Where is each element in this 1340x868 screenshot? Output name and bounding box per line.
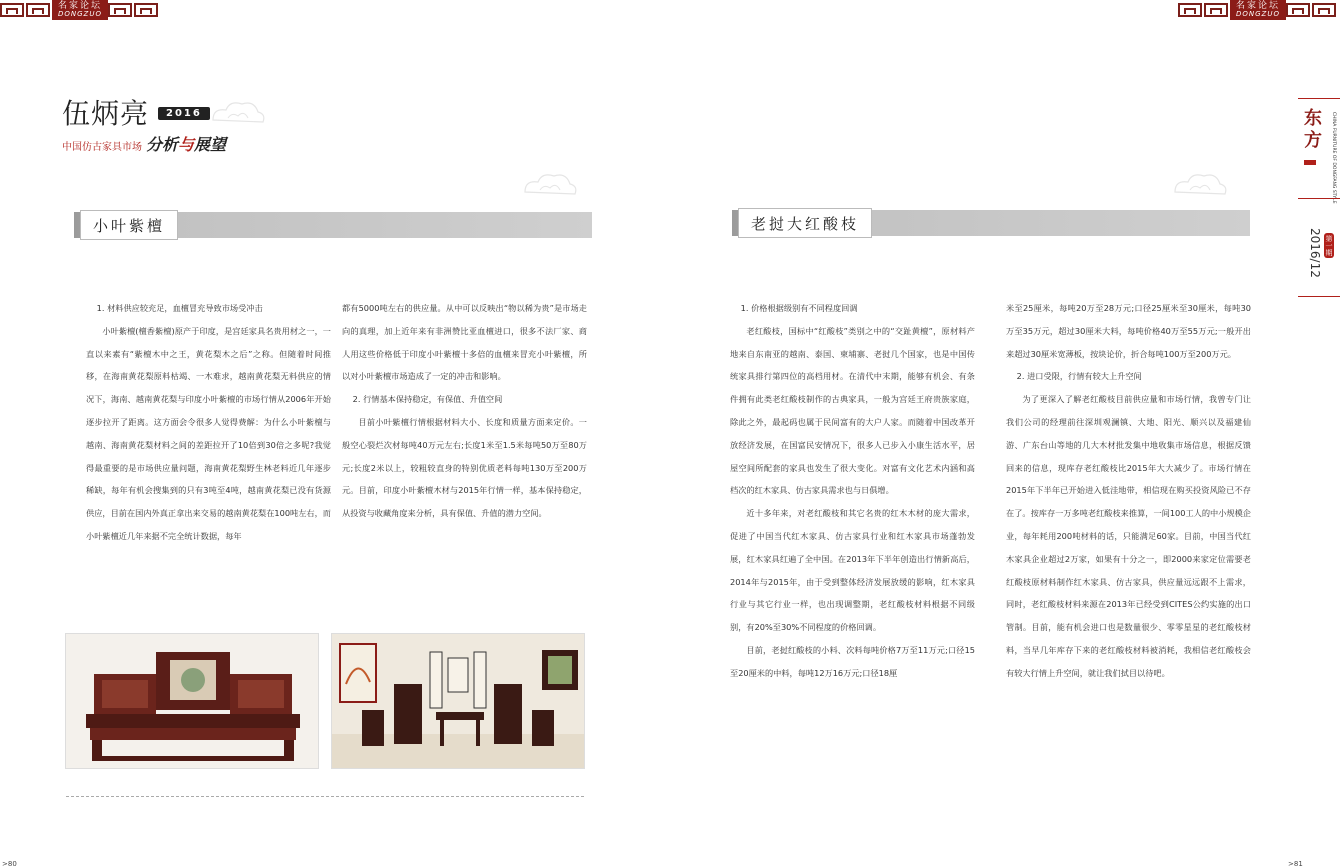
fret-icon: [1178, 3, 1202, 17]
sofa-illustration: [66, 634, 319, 769]
cloud-ornament-icon: [1170, 170, 1230, 200]
photo-rosewood-sofa: [65, 633, 319, 769]
page-number: >81: [1288, 860, 1303, 868]
title-part-yu: 与: [178, 135, 195, 154]
badge-en: DONGZUO: [1236, 10, 1280, 18]
photo-furniture-room: [331, 633, 585, 769]
paragraph: 目前小叶紫檀行情根据材料大小、长度和质量方面来定价。一般空心裂烂次材每吨40万元左右;长度1米至1.5米每吨50万至80万元;长度2米以上，较粗较直身的特别优质老料每吨130万至200万元。目前，印度小叶紫檀木材与2015年行情一样，基本保持稳定，从投资与收藏角度来分析，具有保值、升值的潜力空间。: [342, 416, 587, 519]
tab-rule-bottom: [1298, 296, 1340, 297]
text-column-1: [86, 297, 331, 548]
subheading: 1. 价格根据级别有不同程度回调: [740, 303, 858, 313]
page-number: >80: [2, 860, 17, 868]
paragraph: 米至25厘米，每吨20万至28万元;口径25厘米至30厘米，每吨30万至35万元，超过30厘米大料，每吨价格40万至55万元;一般开出来超过30厘米宽薄板，按块论价，折合每吨100万至200万元。: [1006, 303, 1251, 359]
section-title: 老挝大红酸枝: [738, 208, 872, 238]
badge-en: DONGZUO: [58, 10, 102, 18]
column-badge: [1178, 0, 1338, 20]
issue-number: 第一期: [1325, 235, 1333, 256]
issue-date: 2016/12: [1308, 228, 1322, 278]
magazine-en-name: CHINA FURNITURE OF DONGFANG STYLE: [1331, 112, 1336, 204]
text-column-3: [730, 297, 975, 685]
cloud-ornament-icon: [520, 170, 580, 200]
column-badge-label: [52, 0, 108, 20]
fret-icon: [134, 3, 158, 17]
badge-cn: 名家论坛: [58, 1, 103, 11]
subheading: 2. 进口受限，行情有较大上升空间: [1016, 371, 1142, 382]
badge-cn: 名家论坛: [1236, 1, 1281, 11]
divider-dotted: [66, 796, 584, 797]
fret-icon: [1286, 3, 1310, 17]
right-page: [670, 0, 1340, 868]
title-part-a: 分析: [146, 135, 179, 154]
paragraph: 老红酸枝，国标中“红酸枝”类别之中的“交趾黄檀”，原材料产地来自东南亚的越南、泰国、柬埔寨、老挝几个国家，也是中国传统家具排行第四位的高档用材。在清代中末期，能够有机会、有条件拥有此类老红酸枝制作的古典家具，一般为宫廷王府贵族家庭，除此之外，最起码也属于民间富有的大户人家。而随着中国改革开放经济发展，在国富民安情况下，很多人已步入小康生活水平，居屋空间所配套的家具也发生了很大变化。对富有文化艺术内涵和高档次的红木家具、仿古家具需求也与日俱增。: [730, 325, 975, 496]
subheading: 1. 材料供应较充足，血檀冒充导致市场受冲击: [96, 303, 263, 313]
tab-rule-mid: [1298, 198, 1340, 199]
magazine-logo: 东方: [1304, 108, 1322, 151]
section-bar-xiaoye: [74, 212, 592, 238]
fret-icon: [0, 3, 24, 17]
seal-icon: [1304, 160, 1316, 165]
magazine-side-tab: [1298, 98, 1340, 298]
paragraph: 都有5000吨左右的供应量。从中可以反映出“物以稀为贵”是市场走向的真理，加上近年来有非洲赞比亚血檀进口，很多不法厂家、商人用这些价格低于印度小叶紫檀十多倍的血檀来冒充小叶紫檀，所以对小叶紫檀市场造成了一定的冲击和影响。: [342, 303, 587, 382]
column-badge: [0, 0, 160, 20]
subheading: 2. 行情基本保持稳定，有保值、升值空间: [352, 394, 503, 405]
room-illustration: [332, 634, 585, 769]
section-title: 小叶紫檀: [80, 210, 178, 240]
paragraph: 目前，老挝红酸枝的小料、次料每吨价格7万至11万元;口径15至20厘米的中料，每吨12万16万元;口径18厘: [730, 644, 975, 678]
year-tag: 2016: [158, 107, 210, 120]
author-name: 伍炳亮: [62, 97, 150, 130]
fret-icon: [1204, 3, 1228, 17]
fret-icon: [1312, 3, 1336, 17]
text-column-4: [1006, 297, 1251, 685]
market-label: 中国仿古家具市场: [62, 142, 142, 153]
cloud-ornament-icon: [208, 98, 268, 128]
title-part-b: 展望: [194, 135, 227, 154]
paragraph: 小叶紫檀(檀香紫檀)原产于印度，是宫廷家具名贵用材之一，一直以来素有“紫檀木中之王，黄花梨木之后”之称。但随着时间推移，在海南黄花梨原料枯竭、一木难求，越南黄花梨无料供应的情况下，海南、越南黄花梨与印度小叶紫檀的市场行情从2006年开始逐步拉开了距离。这方面会令很多人觉得费解：为什么小叶紫檀与越南、海南黄花梨材料之间的差距拉开了10倍到30倍之多呢?我觉得最重要的是市场供应量问题，海南黄花梨野生林老料近几年逐步稀缺，每年有机会搜集到的只有3吨至4吨，越南黄花梨已没有货源供应，目前在国内外真正拿出来交易的越南黄花梨在100吨左右，而小叶紫檀近几年来据不完全统计数据，每年: [86, 325, 331, 541]
column-badge-label: [1230, 0, 1286, 20]
tab-rule-top: [1298, 98, 1340, 99]
paragraph: 近十多年来，对老红酸枝和其它名贵的红木木材的庞大需求，促进了中国当代红木家具、仿古家具行业和红木家具市场蓬勃发展，红木家具红遍了全中国。在2013年下半年创造出行情新高后，2014年与2015年，由于受到整体经济发展放缓的影响，红木家具行业与其它行业一样，也出现调整期，老红酸枝材料根据不同级别，有20%至30%不同程度的价格回调。: [730, 508, 975, 633]
section-bar-laowo: [732, 210, 1250, 236]
article-title: [146, 132, 226, 155]
article-subtitle: [62, 132, 302, 155]
fret-icon: [26, 3, 50, 17]
text-column-2: [342, 297, 587, 525]
paragraph: 为了更深入了解老红酸枝目前供应量和市场行情，我曾专门让我们公司的经理前往深圳观澜镇、大地、阳光、顺兴以及福建仙游、广东台山等地的几大木材批发集中地收集市场信息，根据反馈回来的信息，现库存老红酸枝比2015年大大减少了。市场行情在2015年下半年已开始进入低洼地带，相信现在购买投资风险已不存在了。按库存一万多吨老红酸枝来推算，一间100工人的中小规模企业，每年耗用200吨材料的话，只能满足60家。目前，中国当代红木家具企业超过2万家，如果有十分之一，即2000来家定位需要老红酸枝原材料制作红木家具、仿古家具，供应量远远跟不上需求，同时，老红酸枝材料来源在2013年已经受到CITES公约实施的出口管制。目前，能有机会进口也是数量很少、零零星星的老红酸枝材料，当早几年库存下来的老红酸枝材料被消耗，我相信老红酸枝会有较大行情上升空间，就让我们拭目以待吧。: [1006, 394, 1251, 678]
fret-icon: [108, 3, 132, 17]
